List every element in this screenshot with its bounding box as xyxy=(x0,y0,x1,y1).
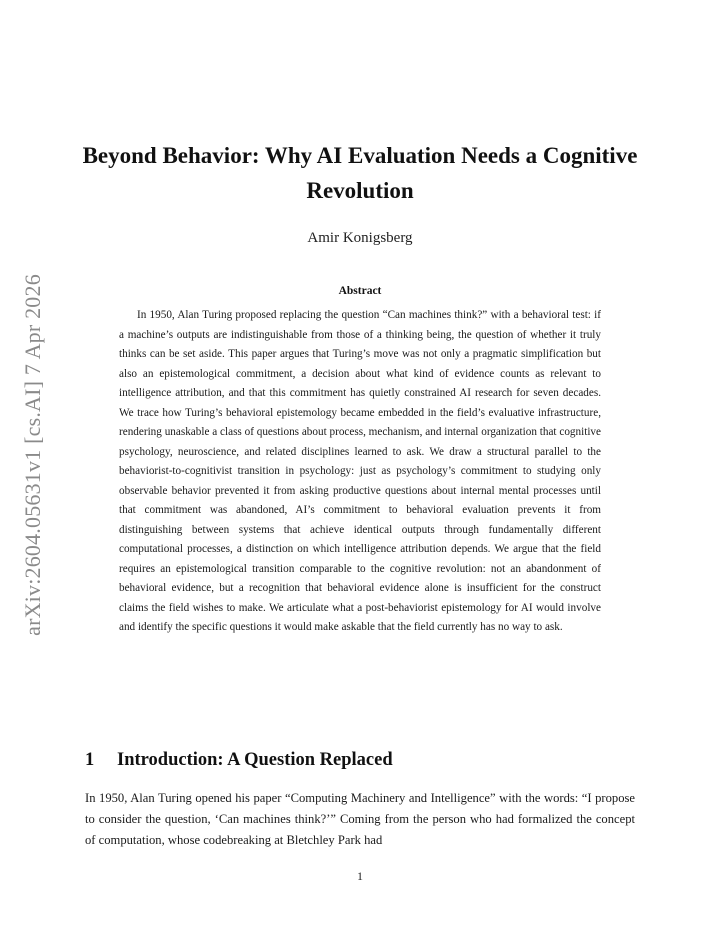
section-heading xyxy=(85,750,645,771)
section-number: 1 xyxy=(85,750,95,770)
section-title: Introduction: A Question Replaced xyxy=(117,750,393,770)
abstract-heading: Abstract xyxy=(338,285,382,297)
paper-author: Amir Konigsberg xyxy=(307,230,413,246)
page-number: 1 xyxy=(357,869,363,883)
arxiv-identifier-stamp: arXiv:2604.05631v1 [cs.AI] 7 Apr 2026 xyxy=(20,274,45,636)
introduction-paragraph: In 1950, Alan Turing opened his paper “Computing Machinery and Intelligence” with the words: “I propose to consider the question, ‘Can machines think?’” Coming from the person who had formalized the concept of computation, whose codebreaking at Bletchley Park had xyxy=(85,791,635,847)
abstract-text: In 1950, Alan Turing proposed replacing the question “Can machines think?” with a behavioral test: if a machine’s outputs are indistinguishable from those of a thinking being, the question of whether it truly thinks can be set aside. This paper argues that Turing’s move was not only a pragmatic simplification but also an epistemological commitment, a decision about what kind of evidence counts as relevant to intelligence attribution, and that this commitment has quietly constrained AI research for seven decades. We trace how Turing’s behavioral epistemology became embedded in the field’s evaluative infrastructure, rendering unaskable a class of questions about process, mechanism, and internal organization that cognitive psychology, neuroscience, and related disciplines learned to ask. We draw a structural parallel to the behaviorist-to-cognitivist transition in psychology: just as psychology’s commitment to studying only observable behavior prevented it from asking productive questions about internal mental processes until that commitment was abandoned, AI’s commitment to behavioral evaluation prevents it from distinguishing between systems that achieve identical outputs through fundamentally different computational processes, a distinction on which intelligence attribution depends. We argue that the field requires an epistemological transition comparable to the cognitive revolution: not an abandonment of behavioral evidence, but a recognition that behavioral evidence alone is insufficient for the construct claims the field wishes to make. We articulate what a post-behaviorist epistemology for AI would involve and identify the specific questions it would make askable that the field currently has no way to ask. xyxy=(119,309,601,633)
paper-title: Beyond Behavior: Why AI Evaluation Needs a Cognitive Revolution xyxy=(82,143,638,203)
